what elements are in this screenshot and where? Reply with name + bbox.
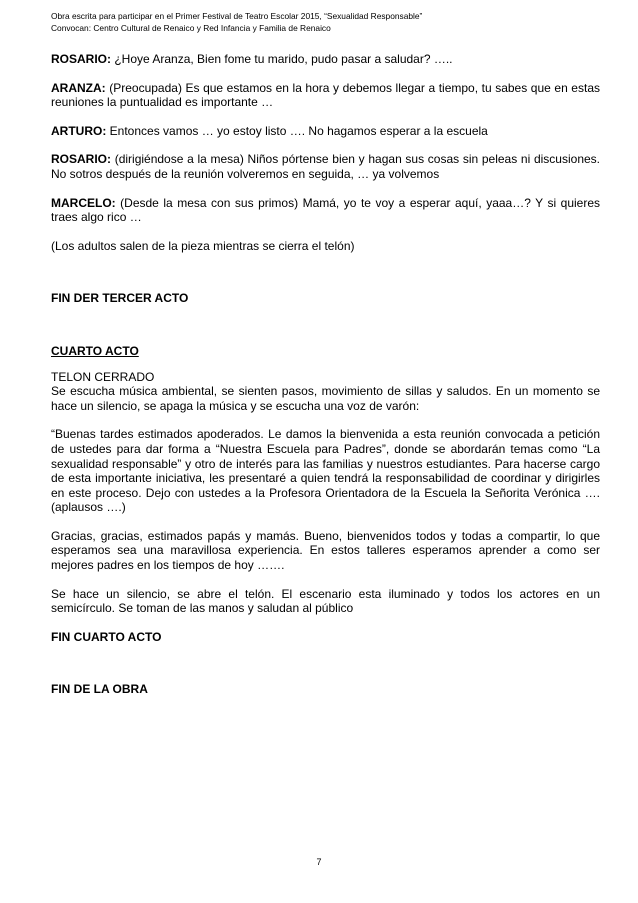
dialogue-rosario-2 [51,152,600,181]
dialogue-marcelo [51,196,600,225]
dialogue-text: Entonces vamos … yo estoy listo …. No hagamos esperar a la escuela [106,123,488,138]
dialogue-text: (Desde la mesa con sus primos) Mamá, yo te voy a esperar aquí, yaaa…? Y si quieres traes algo rico … [51,195,600,225]
end-act-three-heading: FIN DER TERCER ACTO [51,291,189,306]
closing-direction: Se hace un silencio, se abre el telón. El escenario esta iluminado y todos los actores en un semicírculo. Se toman de las manos y saludan al público [51,586,600,616]
page-header [51,10,591,34]
end-act-four-heading: FIN CUARTO ACTO [51,629,162,644]
end-of-play-heading: FIN DE LA OBRA [51,682,148,697]
dialogue-text: ¿Hoye Aranza, Bien fome tu marido, pudo pasar a saludar? ….. [111,52,453,66]
header-festival-line: Obra escrita para participar en el Primer Festival de Teatro Escolar 2015, “Sexualidad Responsable” [51,11,423,21]
dialogue-aranza [51,81,600,110]
dialogue-arturo [51,124,600,139]
dialogue-text: (dirigiéndose a la mesa) Niños pórtense bien y hagan sus cosas sin peleas ni discusiones. No sotros después de la reunión volveremos en seguida, … ya volvemos [51,152,600,181]
dialogue-text: (Preocupada) Es que estamos en la hora y debemos llegar a tiempo, tu sabes que en estas reuniones la puntualidad es importante … [51,80,600,110]
header-organizers-line: Convocan: Centro Cultural de Renaico y Red Infancia y Familia de Renaico [51,23,331,33]
curtain-note: TELON CERRADO [51,369,155,384]
counselor-speech: Gracias, gracias, estimados papás y mamás. Bueno, bienvenidos todos y todas a compartir, lo que esperamos sea una maravillosa experiencia. En estos talleres esperamos aprender a como ser mejores padres en los tiempos de hoy ……. [51,528,600,573]
speaker-name: ROSARIO: [51,52,111,66]
dialogue-rosario-1 [51,52,600,67]
speaker-name: ARANZA: [51,80,106,95]
welcome-speech: “Buenas tardes estimados apoderados. Le damos la bienvenida a esta reunión convocada a petición de ustedes para dar forma a “Nuestra Escuela para Padres”, donde se abordarán temas como “La sexualidad responsable” y otro de interés para las familias y nuestros estudiantes. Para hacerse cargo de esta importante iniciativa, les presentaré a quien tendrá la responsabilidad de coordinar y dirigirles en este proceso. Dejo con ustedes a la Profesora Orientadora de la Escuela la Señorita Verónica …. (aplausos ….) [51,427,600,515]
stage-direction: (Los adultos salen de la pieza mientras se cierra el telón) [51,238,355,253]
speaker-name: ARTURO: [51,123,107,138]
act-four-intro: Se escucha música ambiental, se sienten pasos, movimiento de sillas y saludos. En un momento se hace un silencio, se apaga la música y se escucha una voz de varón: [51,384,600,413]
speaker-name: MARCELO: [51,195,116,210]
speaker-name: ROSARIO: [51,152,111,167]
page-number: 7 [316,857,322,867]
act-four-title: CUARTO ACTO [51,343,139,358]
script-body [51,45,600,697]
